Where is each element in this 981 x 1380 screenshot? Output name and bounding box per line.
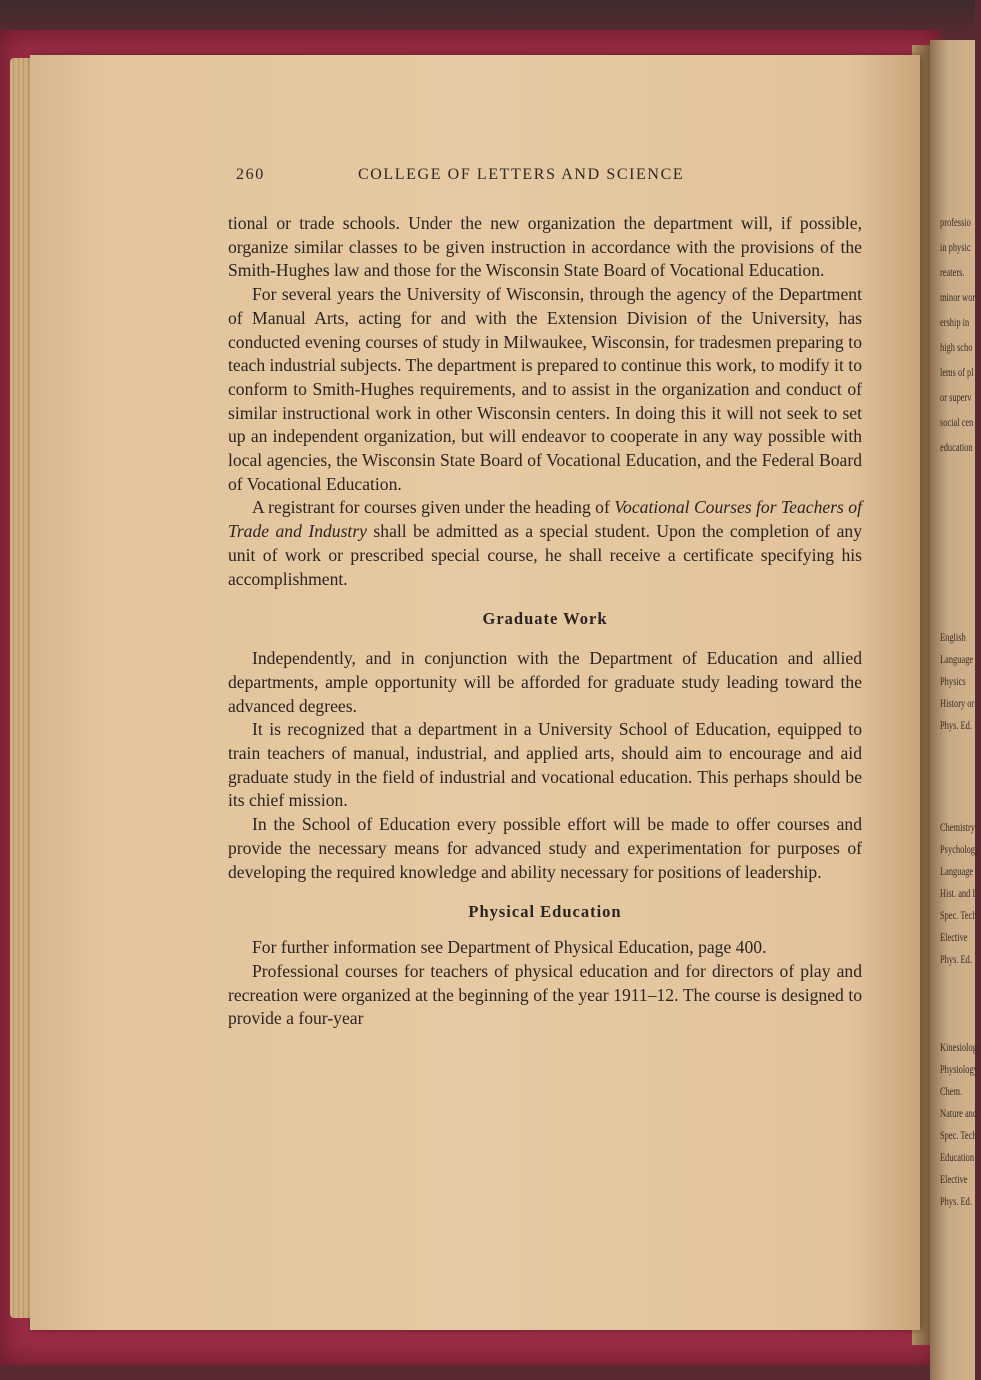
next-page-fragment: Spec. Tech xyxy=(940,1128,977,1142)
next-page-fragment: Physics xyxy=(940,674,966,688)
next-page-fragment: ership in xyxy=(940,315,970,329)
next-page-edge xyxy=(930,40,981,1380)
page-content xyxy=(228,160,862,1031)
next-page-fragment: Psychology xyxy=(940,842,980,856)
next-page-fragment: Kinesiology xyxy=(940,1040,981,1054)
paragraph: In the School of Education every possible effort will be made to offer courses and provide the necessary means for advanced study and experimentation for purposes of developing the required knowledge and ability necessary for positions of leadership. xyxy=(228,814,862,882)
next-page-fragment: high scho xyxy=(940,340,973,354)
paragraph: Independently, and in conjunction with the Department of Education and allied departments, ample opportunity will be afforded for graduate study leading toward the advanced degrees. xyxy=(228,648,862,716)
paragraph: tional or trade schools. Under the new organization the department will, if possible, organize similar classes to be given instruction in accordance with the provisions of the Smith-Hughes law and those for the Wisconsin State Board of Vocational Education. xyxy=(228,213,862,281)
next-page-fragment: Phys. Ed. xyxy=(940,1194,972,1208)
paragraph xyxy=(228,496,862,591)
next-page-fragment: History or xyxy=(940,696,975,710)
next-page-fragment: professio xyxy=(940,215,971,229)
running-head-title: COLLEGE OF LETTERS AND SCIENCE xyxy=(358,166,685,183)
section-heading-graduate-work: Graduate Work xyxy=(482,609,608,629)
next-page-fragment: Nature and xyxy=(940,1106,978,1120)
next-page-fragment: Language xyxy=(940,652,974,666)
next-page-fragment: Chem. xyxy=(940,1084,963,1098)
course-title-italic: Vocational Courses for Teachers of Trade and Industry xyxy=(228,497,862,542)
section-heading-physical-education: Physical Education xyxy=(468,902,622,922)
next-page-fragment: Physiology xyxy=(940,1062,978,1076)
next-page-fragment: English xyxy=(940,630,966,644)
next-page-fragment: Elective xyxy=(940,930,968,944)
next-page-fragment: in physic xyxy=(940,240,971,254)
next-page-fragment: education xyxy=(940,440,973,454)
next-page-fragment: lems of pl xyxy=(940,365,974,379)
paragraph: Professional courses for teachers of physical education and for directors of play and recreation were organized at the beginning of the year 1911–12. The course is designed to provide a four-year xyxy=(228,960,862,1029)
next-page-fragment: Language xyxy=(940,864,974,878)
next-page-fragment: Elective xyxy=(940,1172,968,1186)
paragraph: For several years the University of Wisconsin, through the agency of the Department of Manual Arts, acting for and with the Extension Division of the University, has conducted evening courses of study in Milwaukee, Wisconsin, for tradesmen preparing to teach industrial subjects. The department is prepared to continue this work, to modify it to conform to Smith-Hughes requirements, and to assist in the organization and conduct of similar instructional work in other Wisconsin centers. In doing this it will not seek to set up an independent organization, but will endeavor to cooperate in any way possible with local agencies, the Wisconsin State Board of Vocational Education, and the Federal Board of Vocational Education. xyxy=(228,284,862,494)
paragraph-text: shall be admitted as a special student. Upon the completion of any unit of work or prescribed special course, he shall receive a certificate specifying his accomplishment. xyxy=(228,521,862,589)
next-page-fragment: Phys. Ed. xyxy=(940,952,972,966)
page-number: 260 xyxy=(236,166,265,183)
next-page-fragment: Hist. and I xyxy=(940,886,976,900)
next-page-fragment: Education xyxy=(940,1150,975,1164)
paragraph-text: A registrant for courses given under the heading of xyxy=(252,497,615,518)
paragraph: For further information see Department of Physical Education, page 400. xyxy=(252,937,767,958)
paragraph: It is recognized that a department in a University School of Education, equipped to train teachers of manual, industrial, and applied arts, should aim to encourage and aid graduate study in the field of industrial and vocational education. This perhaps should be its chief mission. xyxy=(228,719,862,811)
next-page-fragment: or superv xyxy=(940,390,972,404)
next-page-fragment: Spec. Tech xyxy=(940,908,977,922)
next-page-fragment: Chemistry xyxy=(940,820,975,834)
next-page-fragment: minor wor xyxy=(940,290,976,304)
next-page-fragment: social cen xyxy=(940,415,974,429)
running-head xyxy=(228,160,862,190)
next-page-fragment: Phys. Ed. xyxy=(940,718,972,732)
next-page-fragment: reaters. xyxy=(940,265,965,279)
